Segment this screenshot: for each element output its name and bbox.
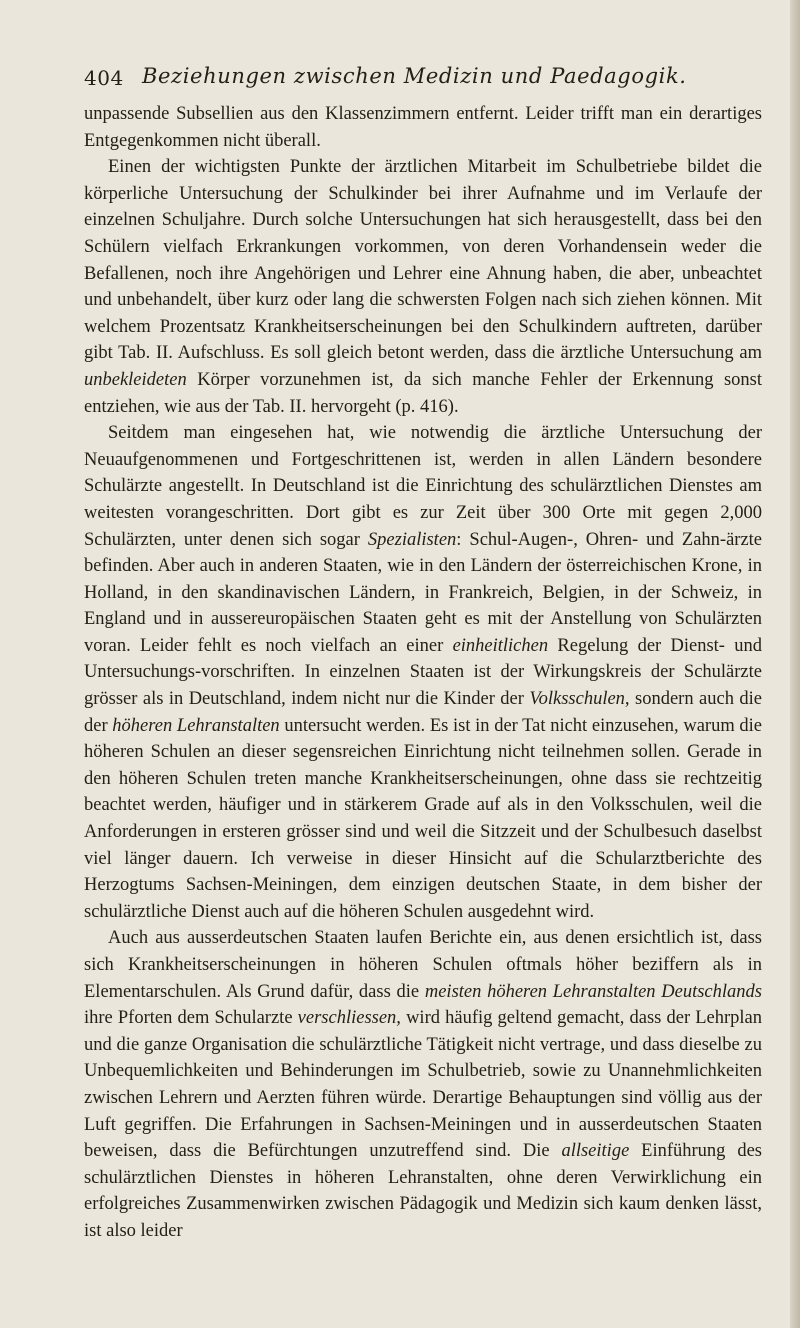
- paragraph: [84, 101, 762, 154]
- emphasized-text: unbekleideten: [84, 369, 187, 390]
- text-run: sondern auch die der: [84, 689, 762, 736]
- text-run: Seitdem man eingesehen hat, wie notwendig die ärztliche Untersuchung der Neuaufgenommenen und Fortgeschrittenen ist, werden in allen Ländern besondere Schulärzte angestellt. In Deutschland ist die Einrichtung des schulärztlichen Dienstes am weitesten vorangeschritten. Dort gibt es zur Zeit über 300 Orte mit gegen 2,000 Schulärzten, unter denen sich sogar: [84, 423, 762, 550]
- emphasized-text: Volksschulen,: [529, 689, 630, 710]
- text-run: unpassende Subsellien aus den Klassenzimmern entfernt. Leider trifft man ein derartiges Entgegenkommen nicht überall.: [84, 104, 762, 151]
- text-run: Körper vorzunehmen ist, da sich manche Fehler der Erkennung sonst entziehen, wie aus der Tab. II. hervorgeht (p. 416).: [84, 369, 762, 417]
- emphasized-text: einheitlichen: [452, 635, 549, 656]
- text-run: Regelung der Dienst- und Untersuchungs-vorschriften. In einzelnen Staaten ist der Wirkungskreis der Schulärzte grösser als in Deutschland, indem nicht nur die Kinder der: [84, 635, 762, 710]
- paragraph: [84, 925, 762, 1244]
- emphasized-text: Spezialisten: [367, 529, 457, 550]
- text-run: Einen der wichtigsten Punkte der ärztlichen Mitarbeit im Schulbetriebe bildet die körperliche Untersuchung der Schulkinder bei ihrer Aufnahme und im Verlaufe der einzelnen Schuljahre. Durch solche Untersuchungen hat sich herausgestellt, dass bei den Schülern vielfach Erkrankungen vorkommen, von deren Vorhandensein weder die Befallenen, noch ihre Angehörigen und Lehrer eine Ahnung haben, die aber, unbeachtet und unbehandelt, über kurz oder lang die schwersten Folgen nach sich ziehen können. Mit welchem Prozentsatz Krankheitserscheinungen bei den Schulkindern auftreten, darüber gibt Tab. II. Aufschluss. Es soll gleich betont werden, dass die ärztliche Untersuchung am: [84, 157, 762, 364]
- page-header: [84, 60, 784, 100]
- body-text: [84, 101, 762, 1245]
- text-run: untersucht werden. Es ist in der Tat nicht einzusehen, warum die höheren Schulen an dieser segensreichen Einrichtung nicht teilnehmen sollen. Gerade in den höheren Schulen treten manche Krankheitserscheinungen, ohne dass sie rechtzeitig beachtet werden, häufiger und in stärkerem Grade auf als in den Volksschulen, weil die Anforderungen in ersteren grösser sind und weil die Sitzzeit und der Schulbesuch daselbst viel länger dauern. Ich verweise in dieser Hinsicht auf die Schularztberichte des Herzogtums Sachsen-Meiningen, dem einzigen deutschen Staate, in dem bisher der schulärztliche Dienst auch auf die höheren Schulen ausgedehnt wird.: [84, 715, 762, 922]
- text-run: Einführung des schulärztlichen Dienstes in höheren Lehranstalten, ohne deren Verwirklichung ein erfolgreiches Zusammenwirken zwischen Pädagogik und Medizin sich kaum denken lässt, ist also leider: [84, 1141, 762, 1241]
- emphasized-text: meisten höheren Lehranstalten Deutschlands: [424, 981, 762, 1002]
- emphasized-text: verschliessen,: [297, 1008, 401, 1029]
- emphasized-text: allseitige: [561, 1141, 630, 1162]
- text-run: : Schul-Augen-, Ohren- und Zahn-ärzte befinden. Aber auch in anderen Staaten, wie in den Ländern der österreichischen Krone, in Holland, in den skandinavischen Ländern, in Frankreich, Belgien, in der Schweiz, in England und in aussereuropäischen Staaten geht es mit der Anstellung von Schulärzten voran. Leider fehlt es noch vielfach an einer: [84, 529, 763, 656]
- page-edge-shadow: [790, 0, 800, 1328]
- running-title: Beziehungen zwischen Medizin und Paedagogik.: [142, 64, 687, 88]
- paragraph: [84, 154, 762, 420]
- text-run: ihre Pforten dem Schularzte: [84, 1008, 298, 1029]
- text-run: Auch aus ausserdeutschen Staaten laufen Berichte ein, aus denen ersichtlich ist, dass sich Krankheitserscheinungen in höheren Schulen oftmals höher beziffern als in Elementarschulen. Als Grund dafür, dass die: [84, 928, 762, 1002]
- text-run: wird häufig geltend gemacht, dass der Lehrplan und die ganze Organisation die schulärztliche Tätigkeit nicht vertrage, und dass dieselbe zu Unbequemlichkeiten und Behinderungen im Schulbetrieb, sowie zu Unannehmlichkeiten zwischen Lehrern und Aerzten führen würde. Derartige Behauptungen sind völlig aus der Luft gegriffen. Die Erfahrungen in Sachsen-Meiningen und in ausserdeutschen Staaten beweisen, dass die Befürchtungen unzutreffend sind. Die: [84, 1008, 763, 1162]
- paragraph: [84, 420, 762, 925]
- page-number: 404: [84, 66, 124, 90]
- emphasized-text: höheren Lehranstalten: [112, 715, 280, 736]
